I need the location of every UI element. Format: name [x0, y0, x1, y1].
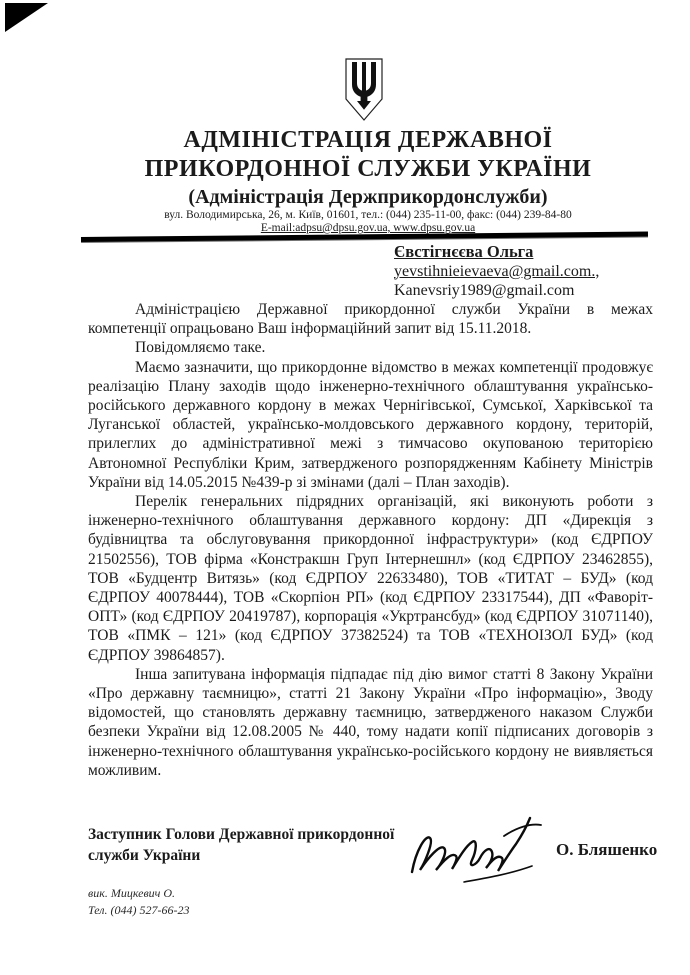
letter-body	[88, 300, 653, 780]
org-title-line2: ПРИКОРДОННОЇ СЛУЖБИ УКРАЇНИ	[144, 156, 592, 182]
recipient-name: Євстігнєєва Ольга	[394, 242, 534, 261]
org-title-line1: АДМІНІСТРАЦІЯ ДЕРЖАВНОЇ	[183, 127, 553, 153]
body-paragraph: Інша запитувана інформація підпадає під дію вимог статті 8 Закону України «Про державну таємницю», статті 21 Закону України «Про інформацію», Зводу відомостей, що становлять державну таємницю, затвердженого наказом Служби безпеки України від 12.08.2005 № 440, тому надати копії підписаних договорів з інженерно-технічного облаштування українсько-російського кордону не виявляється можливим.	[88, 665, 653, 779]
signer-name: О. Бляшенко	[556, 840, 658, 859]
ukraine-trident-emblem-icon	[342, 57, 386, 123]
scan-artifact-corner	[5, 3, 48, 32]
executor-note: вик. Мицкевич О.	[88, 886, 176, 900]
body-paragraph: Адміністрацією Державної прикордонної служби України в межах компетенції опрацьовано Ваш інформаційний запит від 15.11.2018.	[88, 301, 653, 338]
executor-phone: Тел. (044) 527-66-23	[88, 903, 190, 917]
org-contacts-line: E-mail:adpsu@dpsu.gov.ua, www.dpsu.gov.ua	[260, 222, 476, 234]
recipient-block	[394, 242, 599, 301]
body-paragraph: Маємо зазначити, що прикордонне відомство в межах компетенції продовжує реалізацію Плану заходів щодо інженерно-технічного облаштування українсько-російського державного кордону в межах Чернігівської, Сумської, Харківської та Луганської областей, українсько-молдовського державного кордону, територій, прилеглих до адміністративної межі з тимчасово окупованою територією Автономної Республіки Крим, затвердженого розпорядженням Кабінету Міністрів України від 14.05.2015 №439-р зі змінами (далі – План заходів).	[88, 358, 653, 491]
body-paragraph: Повідомляємо таке.	[135, 339, 266, 357]
signer-position-line1: Заступник Голови Державної прикордонної	[88, 826, 395, 843]
recipient-email-primary: yevstihnieievaeva@gmail.com.,	[394, 262, 600, 280]
handwritten-signature-icon	[406, 806, 544, 894]
recipient-email-secondary: Kanevsriy1989@gmail.com	[394, 282, 575, 299]
org-subtitle: (Адміністрація Держприкордонслужби)	[188, 186, 548, 208]
body-paragraph: Перелік генеральних підрядних організацій, які виконують роботи з інженерно-технічного облаштування державного кордону: ДП «Дирекція з будівництва та обслуговування прикордонної інфраструктури» (код ЄДРПОУ 21502556), ТОВ фірма «Констракшн Груп Інтернешнл» (код ЄДРПОУ 23462855), ТОВ «Будцентр Витязь» (код ЄДРПОУ 22633480), ТОВ «ТИТАТ – БУД» (код ЄДРПОУ 40078444), ТОВ «Скорпіон РП» (код ЄДРПОУ 23317544), ДП «Фаворіт-ОПТ» (код ЄДРПОУ 20419787), корпорація «Укртрансбуд» (код ЄДРПОУ 31071140), ТОВ «ПМК – 121» (код ЄДРПОУ 37382524) та ТОВ «ТЕХНОІЗОЛ БУД» (код ЄДРПОУ 39864857).	[88, 493, 653, 664]
org-address-line: вул. Володимирська, 26, м. Київ, 01601, тел.: (044) 235-11-00, факс: (044) 239-84-80	[164, 209, 572, 221]
signer-position-line2: служби України	[88, 847, 201, 864]
